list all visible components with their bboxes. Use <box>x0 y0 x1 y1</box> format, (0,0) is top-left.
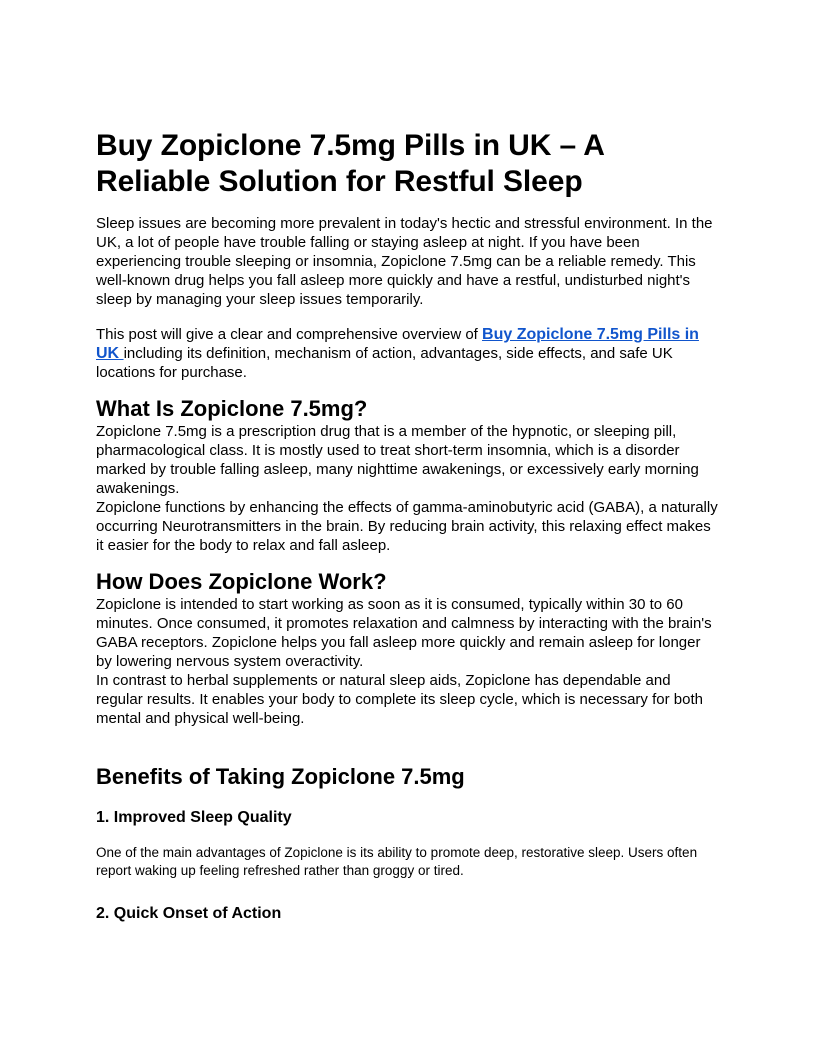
how-paragraph-1: Zopiclone is intended to start working as soon as it is consumed, typically within 30 to 60 minutes. Once consumed, it promotes relaxation and calmness by interacting with the brain's GABA receptors. Zopiclone helps you fall asleep more quickly and remain asleep for longer by lowering nervous system overactivity. <box>96 596 712 670</box>
section-heading-what: What Is Zopiclone 7.5mg? <box>96 396 368 421</box>
benefit-2-heading: 2. Quick Onset of Action <box>96 905 282 922</box>
section-heading-benefits: Benefits of Taking Zopiclone 7.5mg <box>96 764 465 789</box>
how-paragraph-2: In contrast to herbal supplements or natural sleep aids, Zopiclone has dependable and regular results. It enables your body to complete its sleep cycle, which is necessary for both mental and physical well-being. <box>96 672 703 727</box>
overview-text-before: This post will give a clear and comprehensive overview of <box>96 326 483 343</box>
section-heading-how: How Does Zopiclone Work? <box>96 569 387 594</box>
intro-paragraph: Sleep issues are becoming more prevalent in today's hectic and stressful environment. In the UK, a lot of people have trouble falling or staying asleep at night. If you have been experiencing trouble sleeping or insomnia, Zopiclone 7.5mg can be a reliable remedy. This well-known drug helps you fall asleep more quickly and have a restful, undisturbed night's sleep by managing your sleep issues temporarily. <box>96 215 713 308</box>
what-paragraph-1: Zopiclone 7.5mg is a prescription drug that is a member of the hypnotic, or sleeping pill, pharmacological class. It is mostly used to treat short-term insomnia, which is a disorder marked by trouble falling asleep, many nighttime awakenings, or excessively early morning awakenings. <box>96 423 699 497</box>
benefit-1-text: One of the main advantages of Zopiclone is its ability to promote deep, restorative sleep. Users often report waking up feeling refreshed rather than groggy or tired. <box>96 845 698 878</box>
buy-zopiclone-link[interactable]: Buy Zopiclone 7.5mg Pills in UK <box>96 326 699 362</box>
document-page <box>96 128 720 924</box>
what-paragraph-2: Zopiclone functions by enhancing the effects of gamma-aminobutyric acid (GABA), a naturally occurring Neurotransmitters in the brain. By reducing brain activity, this relaxing effect makes it easier for the body to relax and fall asleep. <box>96 499 718 554</box>
overview-paragraph <box>96 325 720 382</box>
benefit-1-heading: 1. Improved Sleep Quality <box>96 809 292 826</box>
overview-text-after: including its definition, mechanism of action, advantages, side effects, and safe UK locations for purchase. <box>96 345 673 381</box>
page-title: Buy Zopiclone 7.5mg Pills in UK – A Reliable Solution for Restful Sleep <box>96 129 604 198</box>
